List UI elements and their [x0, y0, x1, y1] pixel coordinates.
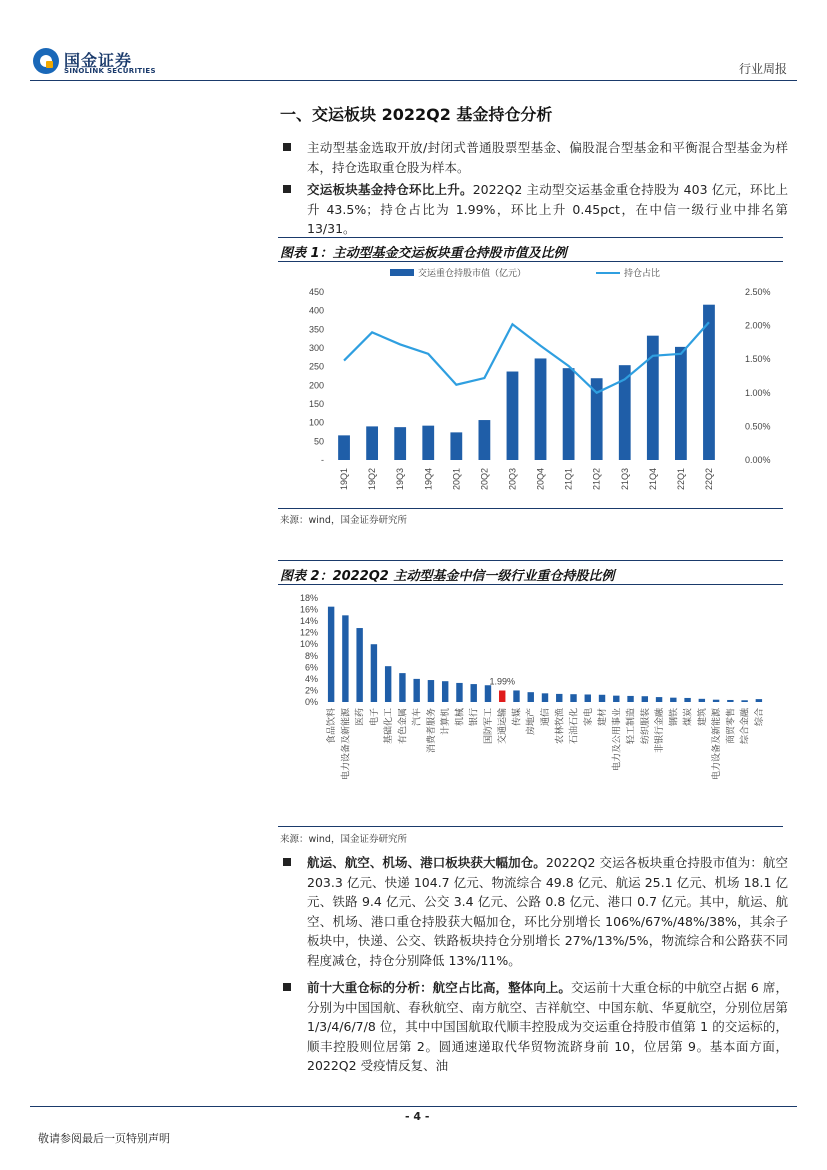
y-axis-tick: 16% — [299, 604, 318, 615]
x-tick-label: 20Q2 — [479, 468, 490, 491]
y-axis-tick: 2% — [304, 685, 318, 696]
figure1-title: 图表 1：主动型基金交运板块重仓持股市值及比例 — [280, 246, 567, 261]
bullet-icon — [283, 983, 291, 991]
bar-煤炭 — [684, 698, 690, 702]
legend-bar-label: 交运重仓持股市值（亿元） — [418, 268, 527, 278]
left-axis-tick: 50 — [313, 436, 324, 447]
bar-纺织服装 — [642, 696, 648, 702]
x-tick-label: 21Q1 — [563, 468, 574, 491]
bar-传媒 — [513, 690, 519, 702]
x-tick-label: 房地产 — [525, 708, 536, 736]
x-tick-label: 电力及公用事业 — [611, 708, 622, 772]
bar-轻工制造 — [627, 696, 633, 702]
legend-line-label: 持仓占比 — [624, 268, 661, 278]
figure2-chart — [278, 586, 788, 822]
x-tick-label: 21Q2 — [591, 468, 602, 491]
y-axis-tick: 10% — [299, 639, 318, 650]
bar-综合 — [756, 699, 762, 702]
bar-电力设备及新能源 — [342, 615, 348, 702]
figure2-top-rule — [278, 560, 783, 561]
bar-交通运输 — [499, 691, 505, 702]
figure2-title: 图表 2：2022Q2 主动型基金中信一级行业重仓持股比例 — [280, 569, 615, 584]
bar-有色金属 — [399, 673, 405, 702]
figure1-bottom-rule — [278, 508, 783, 509]
header-divider — [30, 80, 797, 81]
x-tick-label: 钢铁 — [668, 708, 679, 727]
bar-基础化工 — [385, 666, 391, 702]
left-axis-tick: - — [321, 455, 324, 465]
x-tick-label: 家电 — [582, 708, 593, 727]
left-axis-tick: 350 — [308, 324, 324, 335]
bar-建筑 — [699, 699, 705, 702]
x-tick-label: 20Q3 — [507, 468, 518, 491]
bar-医药 — [356, 628, 362, 702]
x-tick-label: 电子 — [368, 708, 379, 727]
bar-19Q1 — [338, 435, 350, 460]
x-tick-label: 有色金属 — [397, 708, 408, 745]
x-tick-label: 消费者服务 — [425, 708, 436, 754]
bar-国防军工 — [485, 685, 491, 702]
x-tick-label: 交通运输 — [497, 708, 508, 745]
figure2-source: 来源：wind，国金证券研究所 — [280, 834, 407, 845]
y-axis-tick: 0% — [304, 697, 318, 707]
figure2-title-rule — [278, 584, 783, 585]
left-axis-tick: 250 — [308, 361, 324, 372]
bullet-icon — [283, 143, 291, 151]
bar-19Q2 — [366, 426, 378, 460]
x-tick-label: 综合 — [753, 708, 764, 727]
highlight-data-label: 1.99% — [489, 676, 515, 687]
footer-divider — [30, 1106, 797, 1107]
bar-22Q1 — [675, 347, 687, 460]
bullet-icon — [283, 185, 291, 193]
bar-电力设备及新能源 — [713, 700, 719, 702]
x-tick-label: 21Q3 — [619, 468, 630, 491]
x-tick-label: 农林牧渔 — [554, 708, 565, 745]
bar-通信 — [542, 693, 548, 702]
x-tick-label: 建筑 — [696, 708, 707, 727]
bar-商贸零售 — [727, 700, 733, 702]
x-tick-label: 轻工制造 — [625, 708, 636, 745]
bar-20Q2 — [478, 420, 490, 460]
right-axis-tick: 1.00% — [745, 387, 771, 398]
company-name-cn: 国金证券 — [64, 51, 133, 70]
page-number: - 4 - — [405, 1110, 430, 1123]
x-tick-label: 非银行金融 — [654, 708, 665, 754]
bar-电子 — [371, 644, 377, 702]
x-tick-label: 22Q1 — [675, 468, 686, 491]
x-tick-label: 19Q3 — [395, 468, 406, 491]
bar-农林牧渔 — [556, 694, 562, 702]
x-tick-label: 食品饮料 — [326, 708, 337, 745]
bar-房地产 — [528, 692, 534, 702]
right-axis-tick: 1.50% — [745, 354, 771, 365]
x-tick-label: 国防军工 — [482, 708, 493, 745]
bar-食品饮料 — [328, 607, 334, 702]
report-type: 行业周报 — [738, 62, 787, 76]
bar-计算机 — [442, 681, 448, 702]
bar-21Q1 — [563, 368, 575, 460]
bar-20Q1 — [450, 432, 462, 460]
left-axis-tick: 400 — [308, 305, 324, 316]
x-tick-label: 19Q4 — [423, 468, 434, 491]
y-axis-tick: 18% — [299, 593, 318, 603]
paragraph-4: 前十大重仓标的分析：航空占比高，整体向上。交运前十大重仓标的中航空占据 6 席，分别为中国国航、春秋航空、南方航空、吉祥航空、中国东航、华夏航空，分别位居第 1/3/4/6/7/8 位，其中中国国航取代顺丰控股成为交运重仓持股市值第 1 的交运标的，顺丰控股则位居第 2。圆通速递取代华贸物流跻身前 10，位居第 9。基本面方面，2022Q2 受疫情反复、油 — [283, 978, 788, 1076]
company-name-en: SINOLINK SECURITIES — [64, 67, 156, 75]
x-tick-label: 电力设备及新能源 — [711, 708, 722, 781]
x-tick-label: 汽车 — [411, 708, 422, 727]
figure1-chart — [278, 262, 788, 508]
left-axis-tick: 300 — [308, 343, 324, 353]
left-axis-tick: 200 — [308, 380, 324, 391]
left-axis-tick: 450 — [308, 287, 324, 297]
bar-电力及公用事业 — [613, 696, 619, 702]
right-axis-tick: 2.00% — [745, 320, 771, 331]
x-tick-label: 机械 — [454, 708, 465, 727]
x-tick-label: 银行 — [468, 708, 479, 727]
bar-19Q3 — [394, 427, 406, 460]
x-tick-label: 传媒 — [511, 708, 522, 727]
y-axis-tick: 14% — [299, 616, 318, 627]
right-axis-tick: 2.50% — [745, 287, 771, 297]
figure1-top-rule — [278, 237, 783, 238]
bar-20Q3 — [507, 372, 519, 460]
x-tick-label: 基础化工 — [383, 708, 394, 745]
y-axis-tick: 6% — [304, 662, 318, 673]
paragraph-1: 主动型基金选取开放/封闭式普通股票型基金、偏股混合型基金和平衡混合型基金为样本，持仓选取重仓股为样本。 — [283, 138, 788, 177]
x-tick-label: 综合金融 — [739, 708, 750, 745]
x-tick-label: 22Q2 — [703, 468, 714, 491]
paragraph-3: 航运、航空、机场、港口板块获大幅加仓。2022Q2 交运各板块重仓持股市值为：航空 203.3 亿元、快递 104.7 亿元、物流综合 49.8 亿元、航运 25.1 亿元、机场 18.1 亿元、铁路 9.4 亿元、公交 3.4 亿元、公路 0.8 亿元、港口 0.7 亿元。其中，航运、航空、机场、港口重仓持股获大幅加仓，环比分别增长 106%/67%/48%/38%，其余子板块中，快递、公交、铁路板块持仓分别增长 27%/13%/5%，物流综合和公路获不同程度减仓，持仓分别降低 13%/11%。 — [283, 853, 788, 970]
bar-非银行金融 — [656, 697, 662, 702]
bar-石油石化 — [570, 694, 576, 702]
y-axis-tick: 4% — [304, 673, 318, 684]
paragraph-2: 交运板块基金持仓环比上升。2022Q2 主动型交运基金重仓持股为 403 亿元，环比上升 43.5%；持仓占比为 1.99%，环比上升 0.45pct，在中信一级行业中排名第 13/31。 — [283, 180, 788, 239]
x-tick-label: 电力设备及新能源 — [340, 708, 351, 781]
section-title: 一、交运板块 2022Q2 基金持仓分析 — [280, 105, 553, 124]
x-tick-label: 19Q1 — [339, 468, 350, 491]
right-axis-tick: 0.50% — [745, 421, 771, 432]
x-tick-label: 纺织服装 — [639, 708, 650, 745]
right-axis-tick: 0.00% — [745, 455, 771, 465]
x-tick-label: 19Q2 — [367, 468, 378, 491]
bar-消费者服务 — [428, 680, 434, 702]
x-tick-label: 20Q4 — [535, 468, 546, 491]
x-tick-label: 21Q4 — [647, 468, 658, 491]
x-tick-label: 医药 — [354, 708, 365, 727]
y-axis-tick: 8% — [304, 650, 318, 661]
left-axis-tick: 100 — [308, 417, 324, 428]
company-logo-icon — [33, 48, 59, 74]
bullet-icon — [283, 858, 291, 866]
bar-综合金融 — [741, 700, 747, 702]
bar-机械 — [456, 683, 462, 702]
x-tick-label: 煤炭 — [682, 708, 693, 727]
x-tick-label: 建材 — [597, 708, 608, 727]
x-tick-label: 计算机 — [440, 708, 451, 736]
left-axis-tick: 150 — [308, 399, 324, 409]
x-tick-label: 石油石化 — [568, 708, 579, 745]
bar-家电 — [585, 694, 591, 702]
disclaimer-note: 敬请参阅最后一页特别声明 — [38, 1132, 170, 1145]
bar-建材 — [599, 695, 605, 702]
y-axis-tick: 12% — [299, 627, 318, 638]
figure1-source: 来源：wind，国金证券研究所 — [280, 515, 407, 526]
x-tick-label: 通信 — [540, 708, 550, 727]
bar-19Q4 — [422, 426, 434, 460]
x-tick-label: 商贸零售 — [725, 708, 736, 745]
bar-20Q4 — [535, 358, 547, 460]
bar-汽车 — [413, 679, 419, 702]
figure2-bottom-rule — [278, 826, 783, 827]
x-tick-label: 20Q1 — [451, 468, 462, 491]
bar-21Q4 — [647, 336, 659, 460]
bar-钢铁 — [670, 698, 676, 702]
legend-bar-swatch — [390, 269, 414, 276]
bar-银行 — [471, 684, 477, 702]
